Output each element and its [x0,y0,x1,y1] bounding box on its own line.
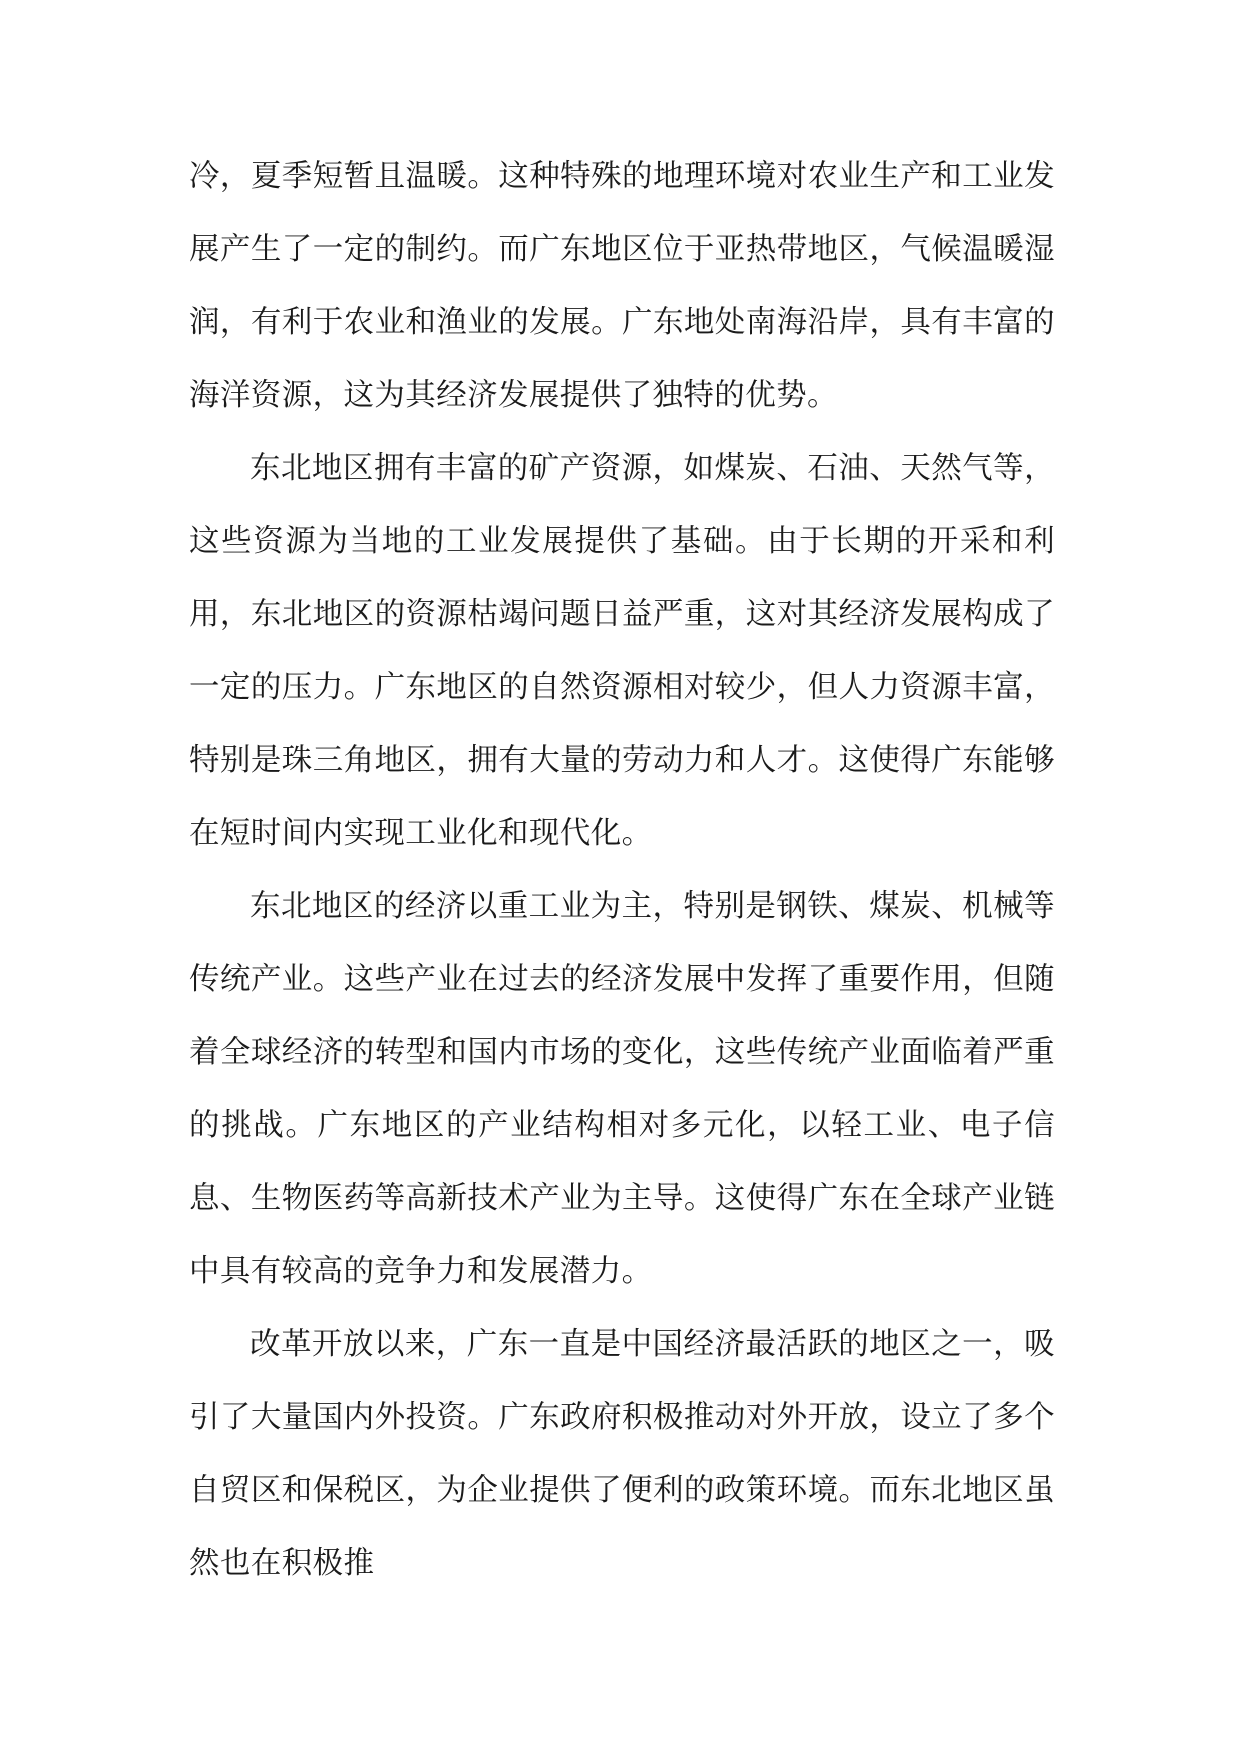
paragraph-1: 冷，夏季短暂且温暖。这种特殊的地理环境对农业生产和工业发展产生了一定的制约。而广东地区位于亚热带地区，气候温暖湿润，有利于农业和渔业的发展。广东地处南海沿岸，具有丰富的海洋资源，这为其经济发展提供了独特的优势。 [189,159,1055,413]
body-text [189,140,1055,1600]
paragraph-2: 东北地区拥有丰富的矿产资源，如煤炭、石油、天然气等，这些资源为当地的工业发展提供了基础。由于长期的开采和利用，东北地区的资源枯竭问题日益严重，这对其经济发展构成了一定的压力。广东地区的自然资源相对较少，但人力资源丰富，特别是珠三角地区，拥有大量的劳动力和人才。这使得广东能够在短时间内实现工业化和现代化。 [189,451,1055,851]
paragraph-4: 改革开放以来，广东一直是中国经济最活跃的地区之一，吸引了大量国内外投资。广东政府积极推动对外开放，设立了多个自贸区和保税区，为企业提供了便利的政策环境。而东北地区虽然也在积极推 [189,1327,1055,1581]
paragraph-3: 东北地区的经济以重工业为主，特别是钢铁、煤炭、机械等传统产业。这些产业在过去的经济发展中发挥了重要作用，但随着全球经济的转型和国内市场的变化，这些传统产业面临着严重的挑战。广东地区的产业结构相对多元化，以轻工业、电子信息、生物医药等高新技术产业为主导。这使得广东在全球产业链中具有较高的竞争力和发展潜力。 [189,889,1055,1289]
